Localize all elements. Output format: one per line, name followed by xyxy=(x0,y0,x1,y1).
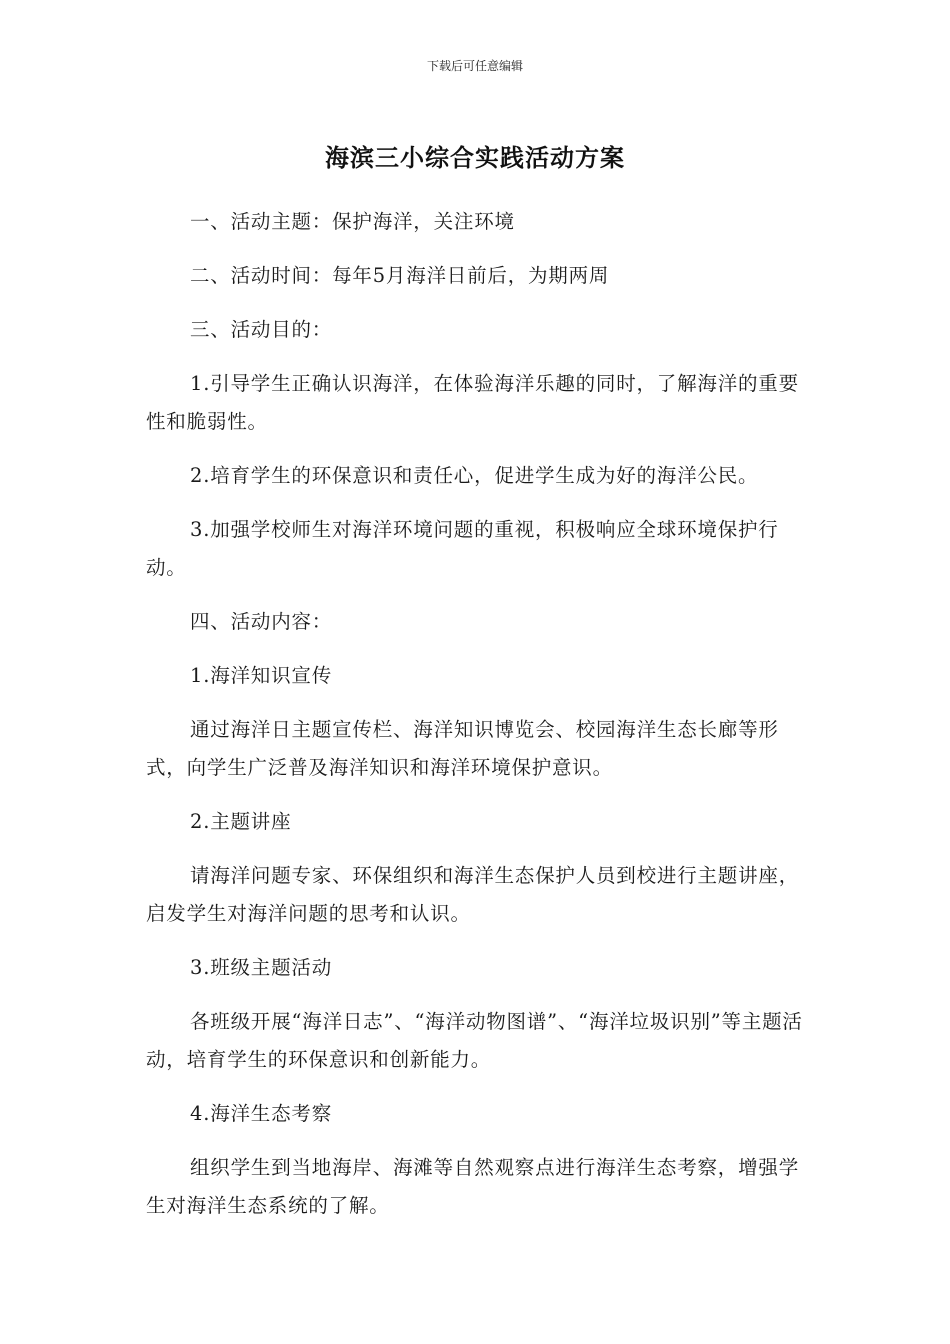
paragraph-content-4-title: 4.海洋生态考察 xyxy=(190,1102,333,1125)
paragraph-content-heading: 四、活动内容： xyxy=(190,610,333,633)
document-body xyxy=(146,203,808,1241)
paragraph-theme: 一、活动主题：保护海洋，关注环境 xyxy=(190,210,515,233)
paragraph-content-1-title: 1.海洋知识宣传 xyxy=(190,664,333,687)
paragraph-content-4-body: 组织学生到当地海岸、海滩等自然观察点进行海洋生态考察，增强学生对海洋生态系统的了解。 xyxy=(146,1156,800,1217)
document-title: 海滨三小综合实践活动方案 xyxy=(325,144,625,172)
header-note: 下载后可任意编辑 xyxy=(426,59,523,73)
paragraph-purpose-3: 3.加强学校师生对海洋环境问题的重视，积极响应全球环境保护行动。 xyxy=(146,518,779,579)
paragraph-purpose-2: 2.培育学生的环保意识和责任心，促进学生成为好的海洋公民。 xyxy=(190,464,759,487)
paragraph-content-2-body: 请海洋问题专家、环保组织和海洋生态保护人员到校进行主题讲座，启发学生对海洋问题的思考和认识。 xyxy=(146,864,800,925)
paragraph-purpose-1: 1.引导学生正确认识海洋，在体验海洋乐趣的同时，了解海洋的重要性和脆弱性。 xyxy=(146,372,799,433)
paragraph-time: 二、活动时间：每年5月海洋日前后，为期两周 xyxy=(190,264,610,287)
paragraph-content-1-body: 通过海洋日主题宣传栏、海洋知识博览会、校园海洋生态长廊等形式，向学生广泛普及海洋知识和海洋环境保护意识。 xyxy=(146,718,779,779)
paragraph-content-3-body: 各班级开展“海洋日志”、“海洋动物图谱”、“海洋垃圾识别”等主题活动，培育学生的环保意识和创新能力。 xyxy=(146,1010,803,1071)
paragraph-content-2-title: 2.主题讲座 xyxy=(190,810,292,833)
paragraph-purpose-heading: 三、活动目的： xyxy=(190,318,333,341)
paragraph-content-3-title: 3.班级主题活动 xyxy=(190,956,333,979)
